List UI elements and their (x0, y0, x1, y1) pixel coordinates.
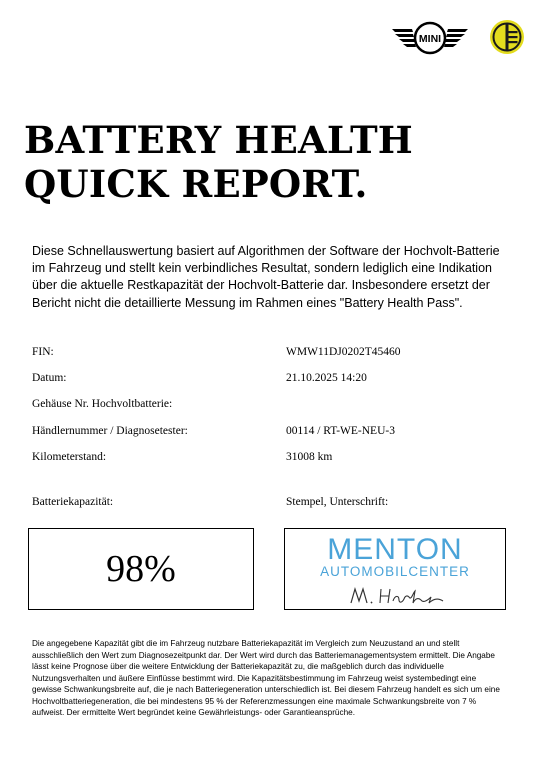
disclaimer-text: Die angegebene Kapazität gibt die im Fahrzeug nutzbare Batteriekapazität im Vergleich zum Neuzustand an und stellt ausschließlich den Wert zum Diagnosezeitpunkt dar. Der Wert wird durch das Batteriemanagementsystem ermittelt. Die Angabe lässt keine Prognose über die weitere Entwicklung der Batteriekapazität zu, die maßgeblich durch das individuelle Nutzungsverhalten und äußere Einflüsse bestimmt wird. Die Kapazitätsbestimmung im Fahrzeug weist systembedingt eine gewisse Schwankungsbreite auf, die je nach Batteriegeneration unterschiedlich ist. Bei diesem Fahrzeug handelt es sich um eine Hochvoltbatteriegeneration, die bei mindestens 95 % der Referenzmessungen eine maximale Schwankungsbreite von 7 % aufweist. Der ermittelte Wert begründet keine Gewährleistungs- oder Garantieansprüche. (32, 639, 500, 717)
mileage-label: Kilometerstand: (32, 451, 107, 463)
mini-logo (390, 20, 470, 56)
stamp-box (284, 528, 506, 610)
capacity-box (28, 528, 254, 610)
stamp-label: Stempel, Unterschrift: (286, 496, 389, 508)
capacity-value: 98% (106, 548, 176, 590)
date-value: 21.10.2025 14:20 (286, 372, 367, 384)
dealer-stamp-subtitle: AUTOMOBILCENTER (320, 564, 470, 579)
mini-logo-text: MINI (418, 33, 442, 45)
page-title (24, 118, 413, 206)
capacity-label: Batteriekapazität: (32, 496, 114, 508)
title-line-1: BATTERY HEALTH (24, 118, 413, 162)
mileage-value: 31008 km (286, 451, 333, 463)
electric-logo-icon (489, 19, 525, 55)
fin-label: FIN: (32, 346, 54, 358)
battery-housing-label: Gehäuse Nr. Hochvoltbatterie: (32, 398, 173, 410)
dealer-stamp-name: MENTON (327, 533, 463, 566)
dealer-number-label: Händlernummer / Diagnosetester: (32, 425, 188, 437)
title-line-2: QUICK REPORT. (24, 162, 368, 206)
intro-text: Diese Schnellauswertung basiert auf Algorithmen der Software der Hochvolt-Batterie im Fahrzeug und stellt kein verbindliches Resultat, sondern lediglich eine Indikation über die aktuelle Restkapazität der Hochvolt-Batterie dar. Insbesondere ersetzt der Bericht nicht die detaillierte Messung im Rahmen eines "Battery Health Pass". (32, 244, 500, 310)
dealer-number-value: 00114 / RT-WE-NEU-3 (286, 425, 395, 437)
date-label: Datum: (32, 372, 67, 384)
fin-value: WMW11DJ0202T45460 (286, 346, 401, 358)
signature (347, 583, 447, 607)
